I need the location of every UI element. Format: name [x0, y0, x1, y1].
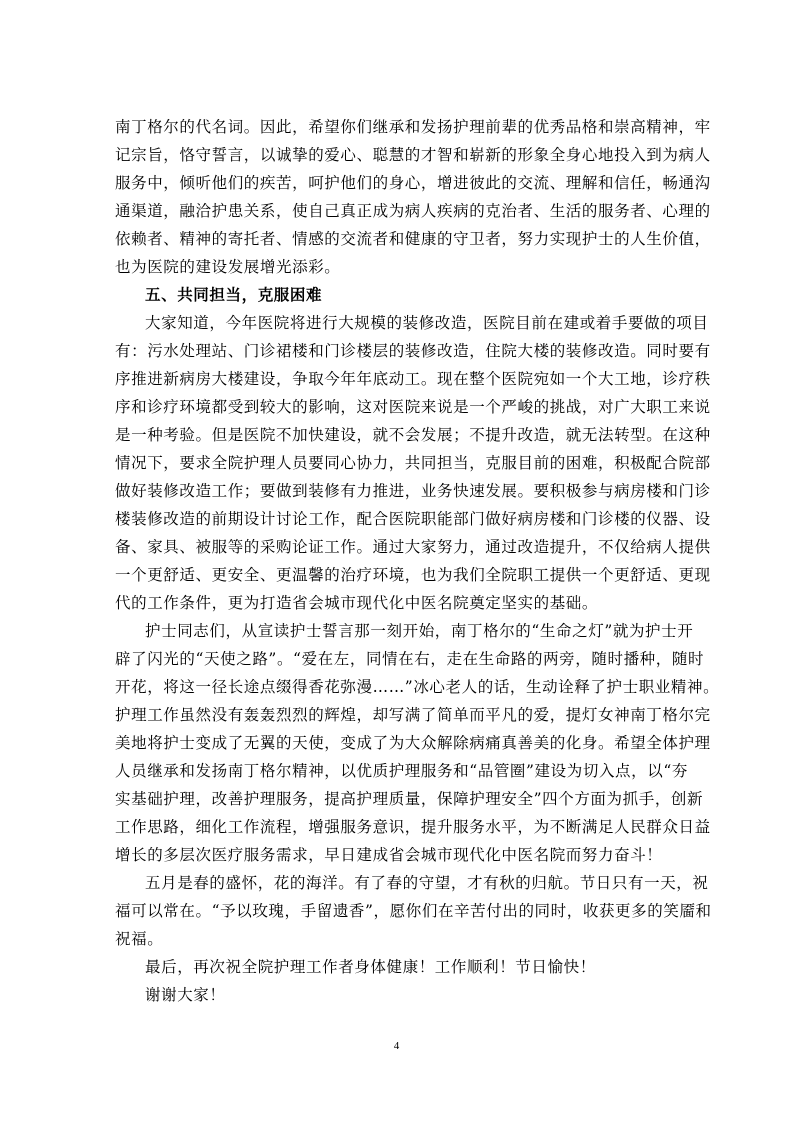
page-number: 4	[393, 1040, 400, 1052]
paragraph-line: 护士同志们，从宣读护士誓言那一刻开始，南丁格尔的“生命之灯”就为护士开	[145, 622, 694, 640]
paragraph-line: 实基础护理，改善护理服务，提高护理质量，保障护理安全”四个方面为抓手，创新	[115, 790, 704, 808]
paragraph-line: 谢谢大家！	[145, 986, 226, 1004]
section-heading: 五、共同担当，克服困难	[145, 286, 323, 304]
paragraph-line: 美地将护士变成了无翼的天使，变成了为大众解除病痛真善美的化身。希望全体护理	[115, 734, 711, 752]
paragraph-line: 是一种考验。但是医院不加快建设，就不会发展；不提升改造，就无法转型。在这种	[115, 426, 711, 444]
paragraph-line: 依赖者、精神的寄托者、情感的交流者和健康的守卫者，努力实现护士的人生价值，	[115, 230, 711, 248]
paragraph-line: 福可以常在。“予以玫瑰，手留遗香”，愿你们在辛苦付出的同时，收获更多的笑靥和	[115, 902, 712, 920]
paragraph-line: 有：污水处理站、门诊裙楼和门诊楼层的装修改造，住院大楼的装修改造。同时要有	[115, 342, 711, 360]
paragraph-line: 代的工作条件，更为打造省会城市现代化中医名院奠定坚实的基础。	[115, 594, 599, 612]
paragraph-line: 五月是春的盛怀，花的海洋。有了春的守望，才有秋的归航。节日只有一天，祝	[145, 874, 709, 892]
paragraph-line: 情况下，要求全院护理人员要同心协力，共同担当，克服目前的困难，积极配合院部	[115, 454, 711, 472]
paragraph-line: 开花，将这一径长途点缀得香花弥漫……”冰心老人的话，生动诠释了护士职业精神。	[115, 678, 720, 696]
paragraph-line: 祝福。	[115, 930, 164, 948]
paragraph-line: 也为医院的建设发展增光添彩。	[115, 258, 341, 276]
paragraph-line: 记宗旨，恪守誓言，以诚挚的爱心、聪慧的才智和崭新的形象全身心地投入到为病人	[115, 146, 711, 164]
paragraph-line: 备、家具、被服等的采购论证工作。通过大家努力，通过改造提升，不仅给病人提供	[115, 538, 711, 556]
paragraph-line: 楼装修改造的前期设计讨论工作，配合医院职能部门做好病房楼和门诊楼的仪器、设	[115, 510, 711, 528]
paragraph-line: 大家知道，今年医院将进行大规模的装修改造，医院目前在建或着手要做的项目	[145, 314, 709, 332]
document-body	[115, 113, 720, 1009]
paragraph-line: 增长的多层次医疗服务需求，早日建成省会城市现代化中医名院而努力奋斗！	[115, 846, 663, 864]
paragraph-line: 服务中，倾听他们的疾苦，呵护他们的身心，增进彼此的交流、理解和信任，畅通沟	[115, 174, 711, 192]
paragraph-line: 南丁格尔的代名词。因此，希望你们继承和发扬护理前辈的优秀品格和崇高精神，牢	[115, 118, 711, 136]
paragraph-line: 人员继承和发扬南丁格尔精神，以优质护理服务和“品管圈”建设为切入点，以“夯	[115, 762, 688, 780]
paragraph-line: 通渠道，融洽护患关系，使自己真正成为病人疾病的克治者、生活的服务者、心理的	[115, 202, 711, 220]
paragraph-line: 一个更舒适、更安全、更温馨的治疗环境，也为我们全院职工提供一个更舒适、更现	[115, 566, 711, 584]
paragraph-line: 工作思路，细化工作流程，增强服务意识，提升服务水平，为不断满足人民群众日益	[115, 818, 711, 836]
paragraph-line: 最后，再次祝全院护理工作者身体健康！工作顺利！节日愉快！	[145, 958, 596, 976]
paragraph-line: 做好装修改造工作；要做到装修有力推进，业务快速发展。要积极参与病房楼和门诊	[115, 482, 711, 500]
paragraph-line: 序和诊疗环境都受到较大的影响，这对医院来说是一个严峻的挑战，对广大职工来说	[115, 398, 711, 416]
paragraph-line: 护理工作虽然没有轰轰烈烈的辉煌，却写满了简单而平凡的爱，提灯女神南丁格尔完	[115, 706, 711, 724]
paragraph-line: 序推进新病房大楼建设，争取今年年底动工。现在整个医院宛如一个大工地，诊疗秩	[115, 370, 711, 388]
paragraph-line: 辟了闪光的“天使之路”。“爱在左，同情在右，走在生命路的两旁，随时播种，随时	[115, 650, 705, 668]
